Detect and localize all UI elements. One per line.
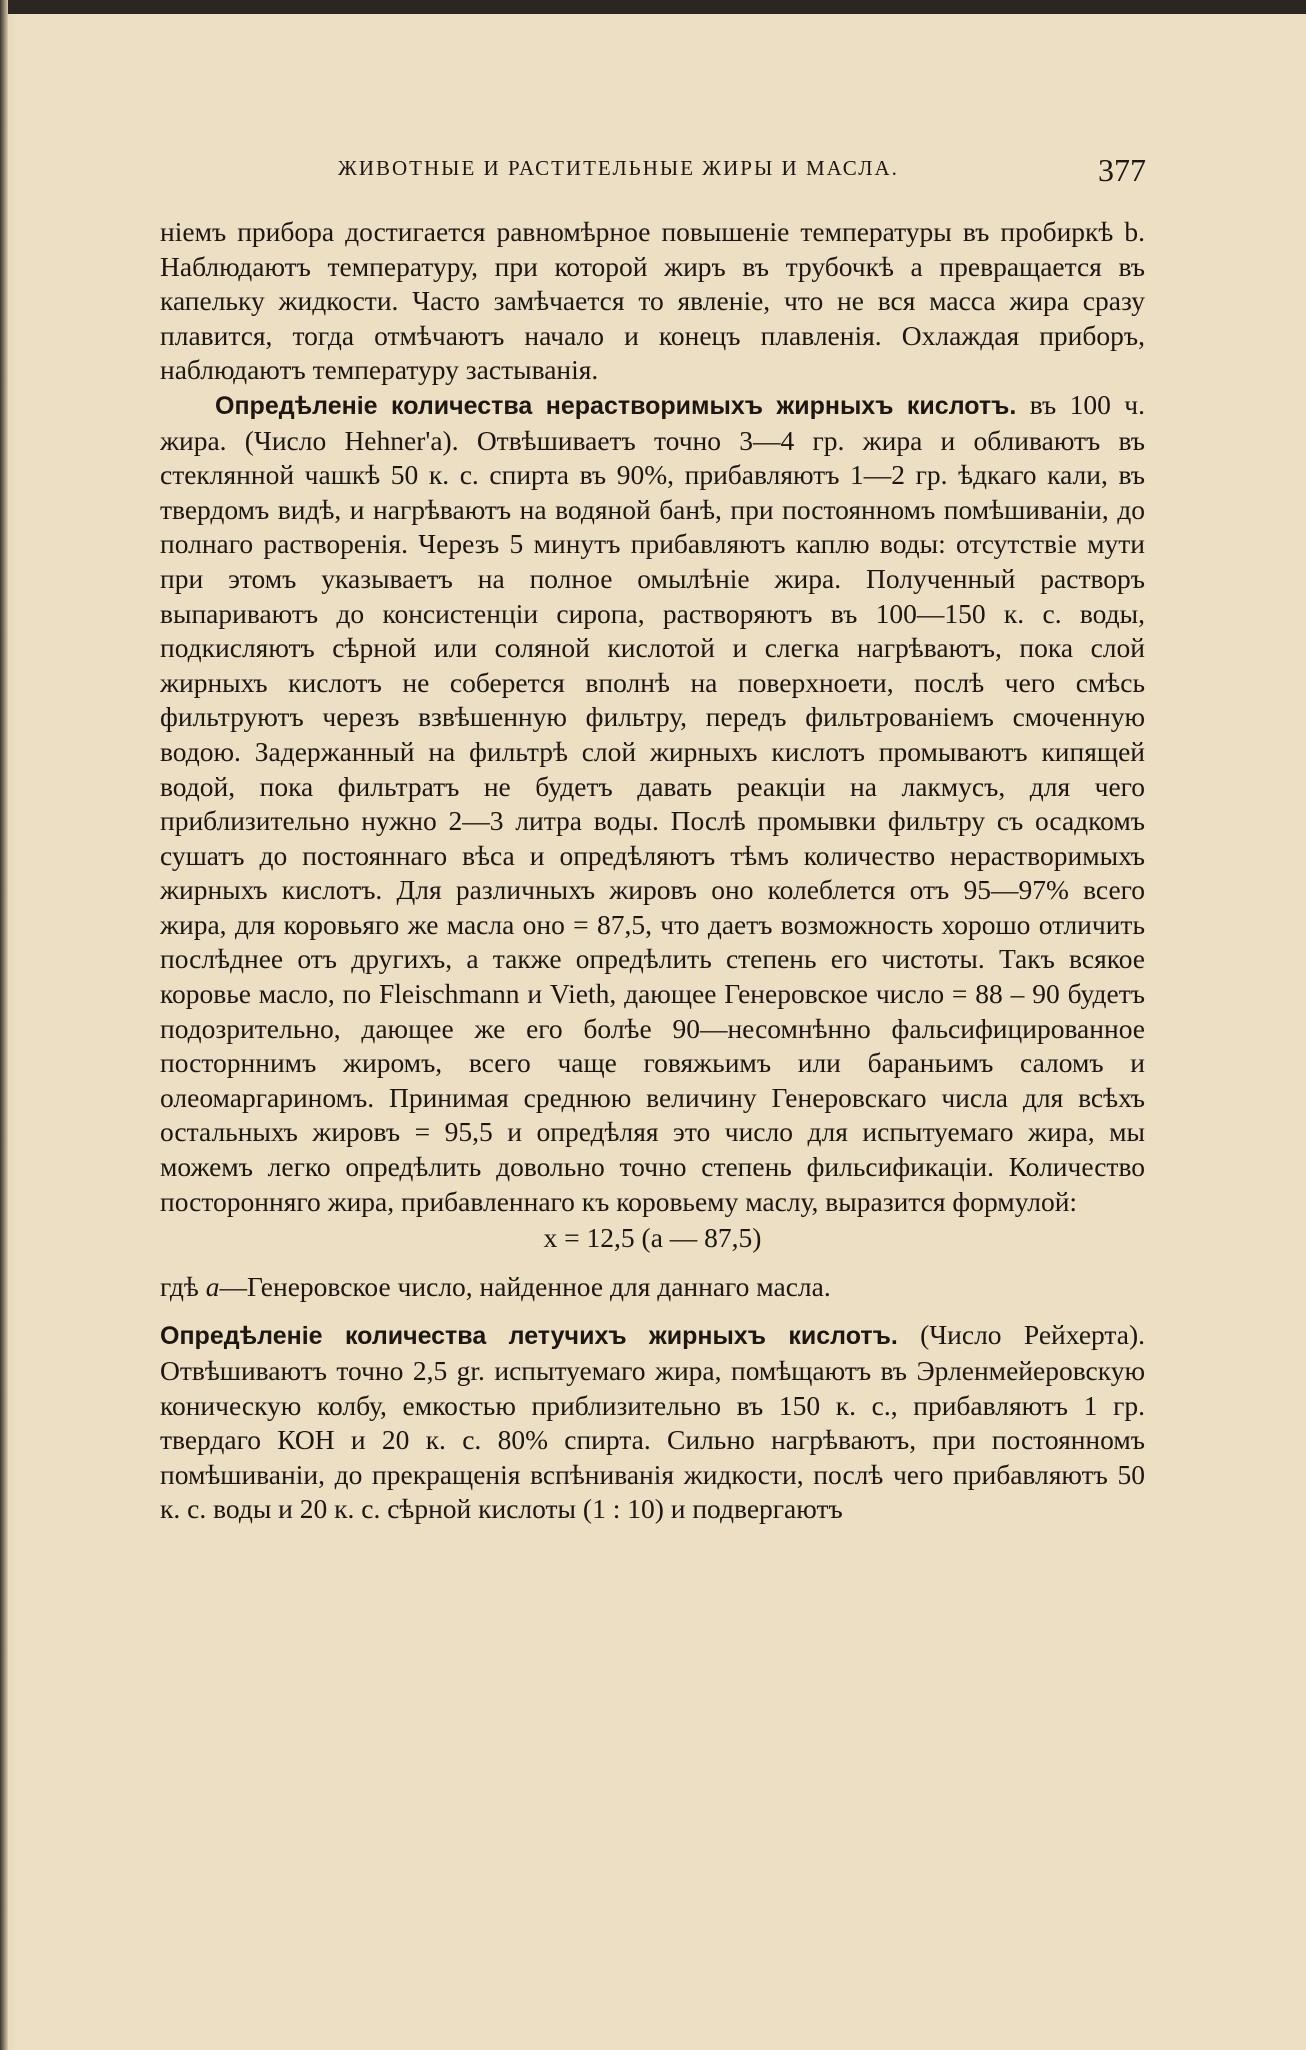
section-text-insoluble-acids: въ 100 ч. жира. (Число Hehner'а). Отвѣшиваетъ точно 3—4 гр. жира и обливаютъ въ стеклянной чашкѣ 50 к. с. спирта въ 90%, прибавляютъ 1—2 гр. ѣдкаго кали, въ твердомъ видѣ, и нагрѣваютъ на водяной банѣ, при постоянномъ помѣшиваніи, до полнаго растворенія. Черезъ 5 минутъ прибавляютъ каплю воды: отсутствіе мути при этомъ указываетъ на полное омылѣніе жира. Полученный растворъ выпариваютъ до консистенціи сиропа, растворяютъ въ 100—150 к. с. воды, подкисляютъ сѣрной или соляной кислотой и слегка нагрѣваютъ, пока слой жирныхъ кислотъ не соберется вполнѣ на поверхноети, послѣ чего смѣсь фильтруютъ черезъ взвѣшенную фильтру, передъ фильтрованіемъ смоченную водою. Задержанный на фильтрѣ слой жирныхъ кислотъ промываютъ кипящей водой, пока фильтратъ не будетъ давать реакціи на лакмусъ, для чего приблизительно нужно 2—3 литра воды. Послѣ промывки фильтру съ осадкомъ сушатъ до постояннаго вѣса и опредѣляютъ тѣмъ количество нерастворимыхъ жирныхъ кислотъ. Для различныхъ жировъ оно колеблется отъ 95—97% всего жира, для коровьяго же масла оно = 87,5, что даетъ возможность хорошо отличить послѣднее отъ другихъ, а также опредѣлить степень его чистоты. Такъ всякое коровье масло, по Fleischmann и Vieth, дающее Генеровское число = 88 – 90 будетъ подозрительно, дающее же его болѣе 90—несомнѣнно фальсифицированное посторннимъ жиромъ, всего чаще говяжьимъ или бараньимъ саломъ и олеомаргариномъ. Принимая среднюю величину Генеровскаго числа для всѣхъ остальныхъ жировъ = 95,5 и опредѣляя это число для испытуемаго жира, мы можемъ легко опредѣлить довольно точно степень фильсификаціи. Количество посторонняго жира, прибавленнаго къ коровьему маслу, выразится формулой: [160,388,1145,1217]
section-text-volatile-acids: (Число Рейхерта). Отвѣшиваютъ точно 2,5 gr. испытуемаго жира, помѣщаютъ въ Эрленмейеровскую коническую колбу, емкостью приблизительно въ 150 к. с., прибавляютъ 1 гр. твердаго КОН и 20 к. с. 80% спирта. Сильно нагрѣваютъ, при постоянномъ помѣшиваніи, до прекращенія вспѣниванія жидкости, послѣ чего прибавляютъ 50 к. с. воды и 20 к. с. сѣрной кислоты (1 : 10) и подвергаютъ [160,1319,1146,1525]
paragraph-gap [160,1304,1145,1318]
section-heading-insoluble-acids: Опредѣленіе количества нерастворимыхъ жирныхъ кислотъ. [215,391,1017,420]
paragraph-insoluble-acids [160,388,1145,1219]
formula-explanation [160,1270,1145,1305]
scan-left-edge [0,0,8,2050]
formula-explanation-prefix: гдѣ [160,1270,199,1302]
formula-variable: a [205,1270,220,1302]
page-number: 377 [1098,152,1146,188]
section-heading-volatile-acids: Опредѣленіе количества летучихъ жирныхъ кислотъ. [160,1322,898,1351]
body-text [160,215,1145,1527]
running-title: ЖИВОТНЫЕ И РАСТИТЕЛЬНЫЕ ЖИРЫ И МАСЛА. [338,156,899,180]
formula-explanation-text: —Генеровское число, найденное для даннаго масла. [219,1270,831,1302]
paragraph-volatile-acids [160,1318,1145,1527]
paragraph-continued: ніемъ прибора достигается равномѣрное повышеніе температуры въ пробиркѣ b. Наблюдаютъ температуру, при которой жиръ въ трубочкѣ a превращается въ капельку жидкости. Часто замѣчается то явленіе, что не вся масса жира сразу плавится, тогда отмѣчаютъ начало и конецъ плавленія. Охлаждая приборъ, наблюдаютъ температуру застыванія. [160,216,1145,386]
running-header [338,152,1146,192]
formula: x = 12,5 (a — 87,5) [543,1222,762,1254]
scan-top-border [0,0,1306,14]
